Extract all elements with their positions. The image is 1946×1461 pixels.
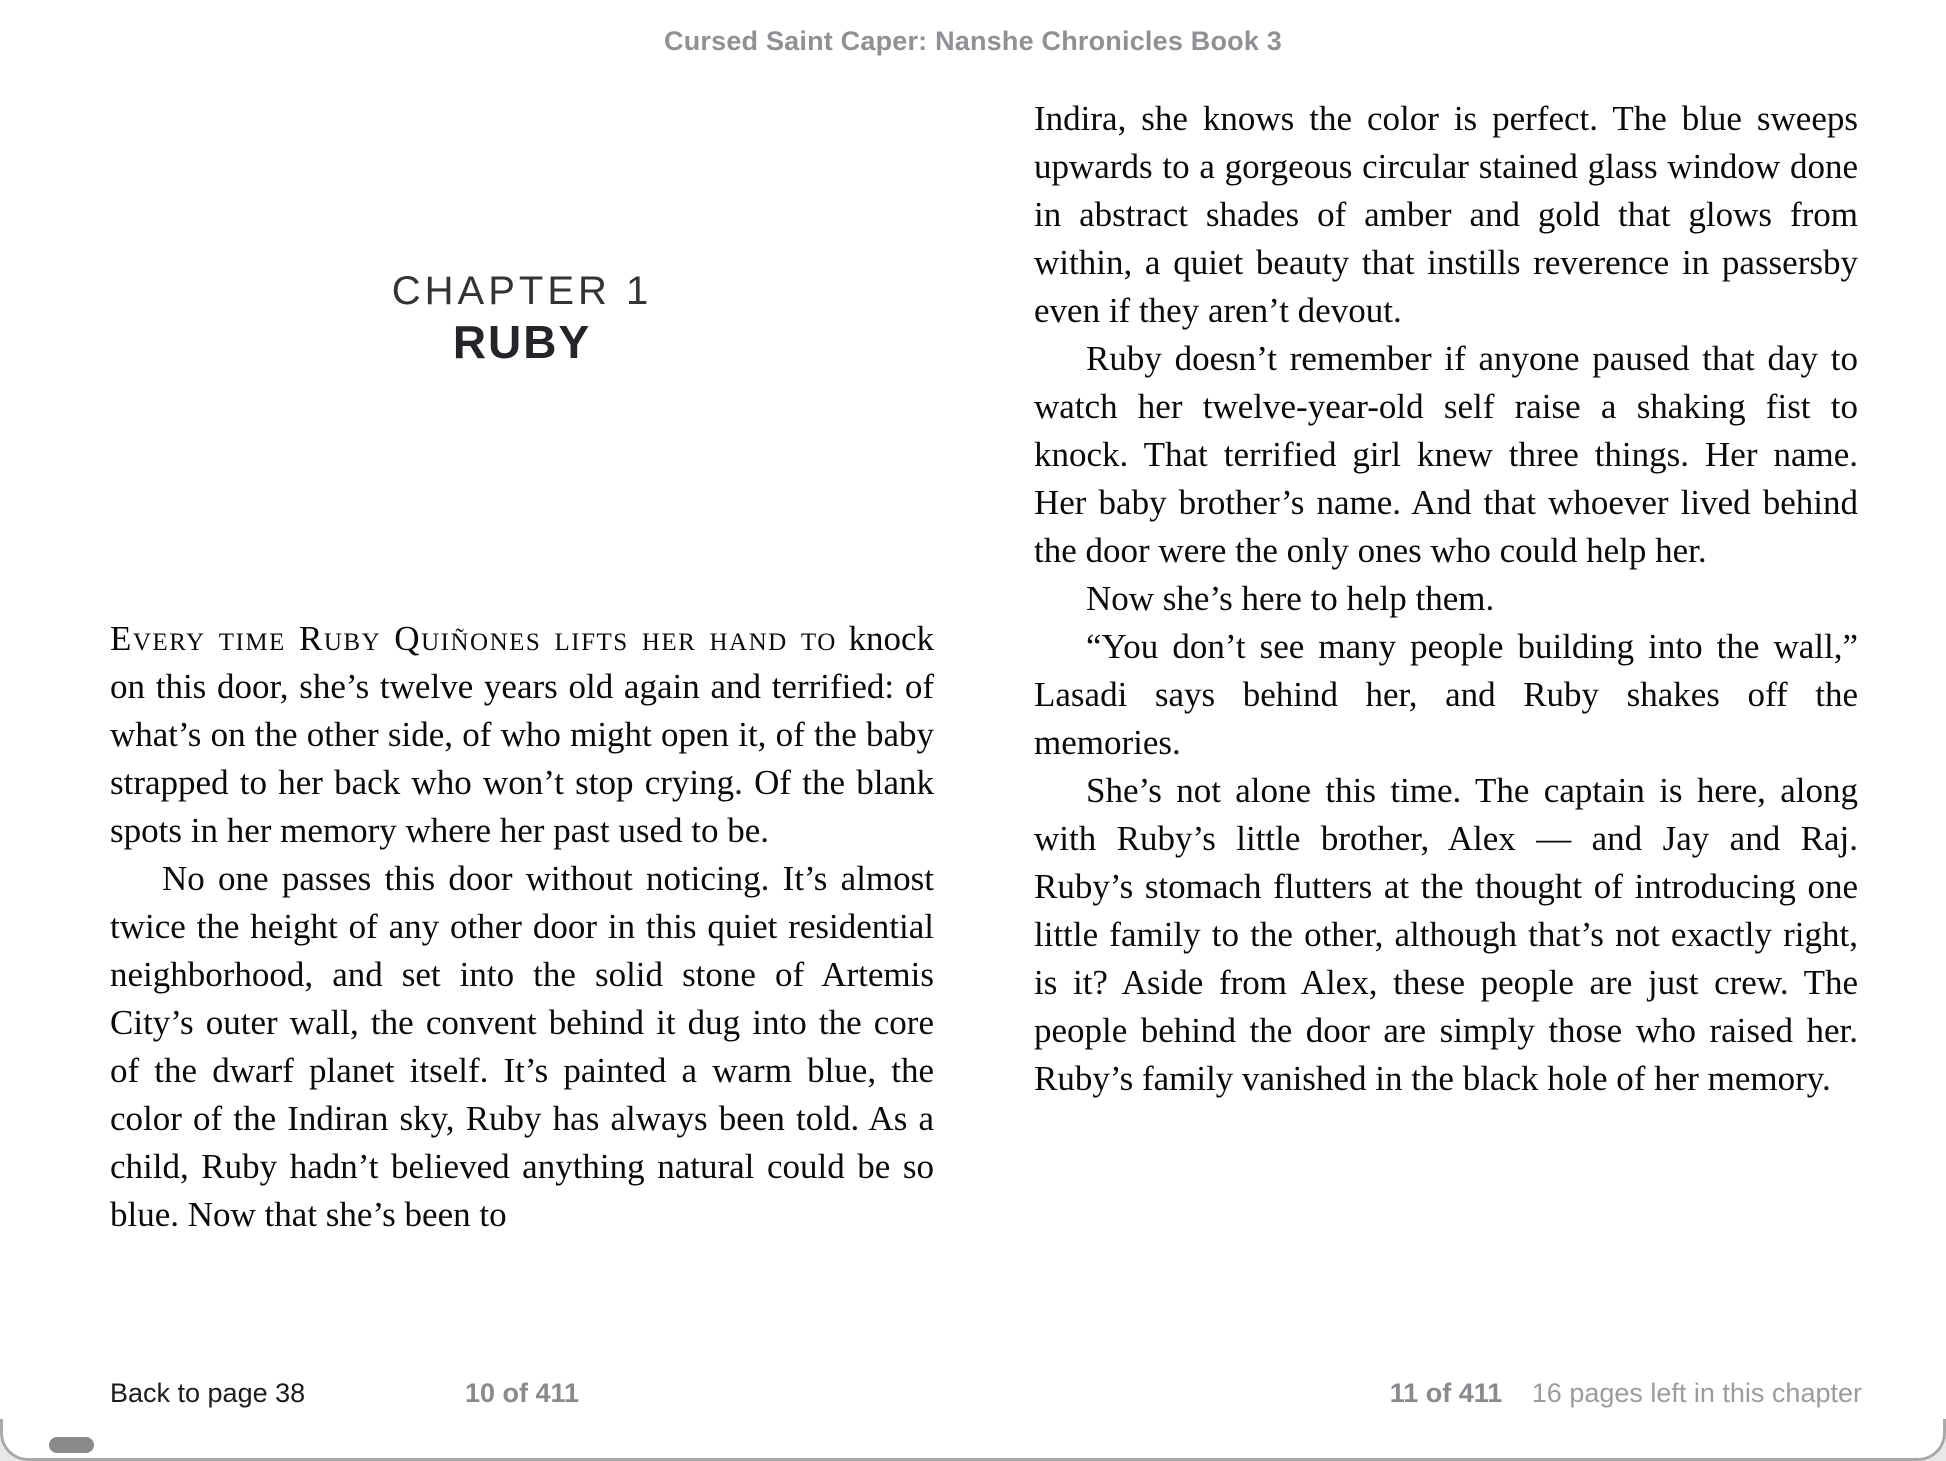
- chapter-heading: [110, 267, 934, 369]
- back-to-page-link[interactable]: Back to page 38: [110, 1378, 306, 1408]
- chapter-title: RUBY: [452, 316, 592, 368]
- small-caps-lead-in: Every time Ruby Quiñones lifts her hand to: [110, 619, 837, 658]
- right-page-indicator: 11 of 411: [1389, 1378, 1503, 1408]
- right-page-column[interactable]: [1034, 95, 1858, 1239]
- paragraph: No one passes this door without noticing. It’s almost twice the height of any other door in this quiet residential neighborhood, and set into the solid stone of Artemis City’s outer wall, the convent behind it dug into the core of the dwarf planet itself. It’s painted a warm blue, the color of the Indiran sky, Ruby has always been told. As a child, Ruby hadn’t believed anything natural could be so blue. Now that she’s been to: [110, 859, 934, 1234]
- paragraph: She’s not alone this time. The captain is here, along with Ruby’s little brother, Alex — and Jay and Raj. Ruby’s stomach flutters at the thought of introducing one little family to the other, although that’s not exactly right, is it? Aside from Alex, these people are just crew. The people behind the door are simply those who raised her. Ruby’s family vanished in the black hole of her memory.: [1034, 771, 1858, 1098]
- paragraph: Now she’s here to help them.: [1086, 579, 1495, 618]
- home-indicator[interactable]: [49, 1437, 94, 1453]
- chapter-label: CHAPTER 1: [391, 269, 653, 313]
- paragraph: Ruby doesn’t remember if anyone paused that day to watch her twelve-year-old self raise a shaking fist to knock. That terrified girl knew three things. Her name. Her baby brother’s name. And that whoever lived behind the door were the only ones who could help her.: [1034, 339, 1858, 570]
- paragraph: Indira, she knows the color is perfect. The blue sweeps upwards to a gorgeous circular stained glass window done in abstract shades of amber and gold that glows from within, a quiet beauty that instills reverence in passersby even if they aren’t devout.: [1034, 99, 1858, 330]
- left-page-indicator: 10 of 411: [464, 1378, 580, 1408]
- pages-left-in-chapter: 16 pages left in this chapter: [1531, 1378, 1862, 1408]
- reader-header: [0, 26, 1946, 57]
- paragraph: [110, 615, 934, 855]
- paragraph: “You don’t see many people building into the wall,” Lasadi says behind her, and Ruby shakes off the memories.: [1034, 627, 1858, 762]
- reader-footer: [0, 1378, 1946, 1418]
- paragraph-text: knock on this door, she’s twelve years old again and terrified: of what’s on the other side, of who might open it, of the baby strapped to her back who won’t stop crying. Of the blank spots in her memory where her past used to be.: [110, 619, 935, 850]
- left-page-body: [110, 615, 934, 1239]
- reading-area: [110, 95, 1858, 1239]
- device-bottom-edge: [0, 1419, 1946, 1461]
- book-title: Cursed Saint Caper: Nanshe Chronicles Book 3: [664, 26, 1282, 56]
- left-page-column[interactable]: [110, 95, 934, 1239]
